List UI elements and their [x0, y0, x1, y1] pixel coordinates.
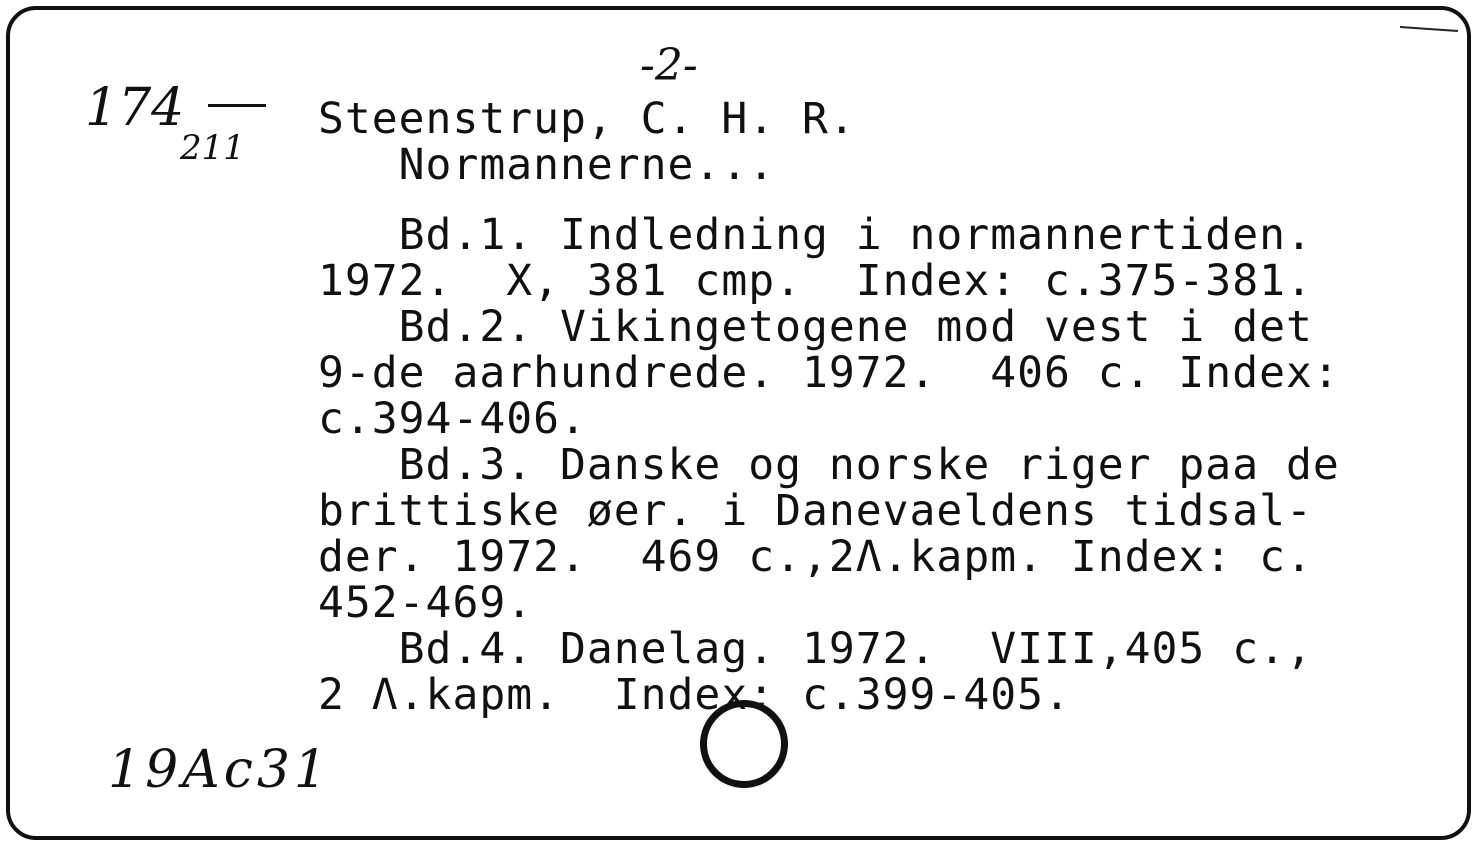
line-vol2-title: Bd.2. Vikingetogene mod vest i det	[318, 302, 1313, 352]
shelfmark-sub: 211	[180, 128, 245, 168]
line-vol4-title: Bd.4. Danelag. 1972. VIII,405 c.,	[318, 624, 1313, 674]
shelfmark-rule	[208, 104, 266, 107]
line-vol2-details: 9-de aarhundrede. 1972. 406 c. Index:	[318, 348, 1340, 398]
line-vol3-index: 452-469.	[318, 578, 534, 628]
line-vol2-index: c.394-406.	[318, 394, 587, 444]
punch-hole-icon	[700, 700, 788, 788]
line-title: Normannerne...	[318, 140, 776, 190]
line-vol3-cont: brittiske øer. i Danevaeldens tidsal-	[318, 486, 1313, 536]
shelfmark: 174	[85, 78, 185, 138]
page-number: -2-	[640, 40, 698, 91]
line-vol3-details: der. 1972. 469 c.,2Λ.kapm. Index: c.	[318, 532, 1313, 582]
line-vol4-details: 2 Λ.kapm. Index: c.399-405.	[318, 670, 1071, 720]
accession-number: 19Ac31	[108, 740, 332, 800]
line-vol3-title: Bd.3. Danske og norske riger paa de	[318, 440, 1340, 490]
line-vol1-title: Bd.1. Indledning i normannertiden.	[318, 210, 1313, 260]
line-vol1-details: 1972. X, 381 cmp. Index: c.375-381.	[318, 256, 1313, 306]
line-author: Steenstrup, C. H. R.	[318, 94, 856, 144]
